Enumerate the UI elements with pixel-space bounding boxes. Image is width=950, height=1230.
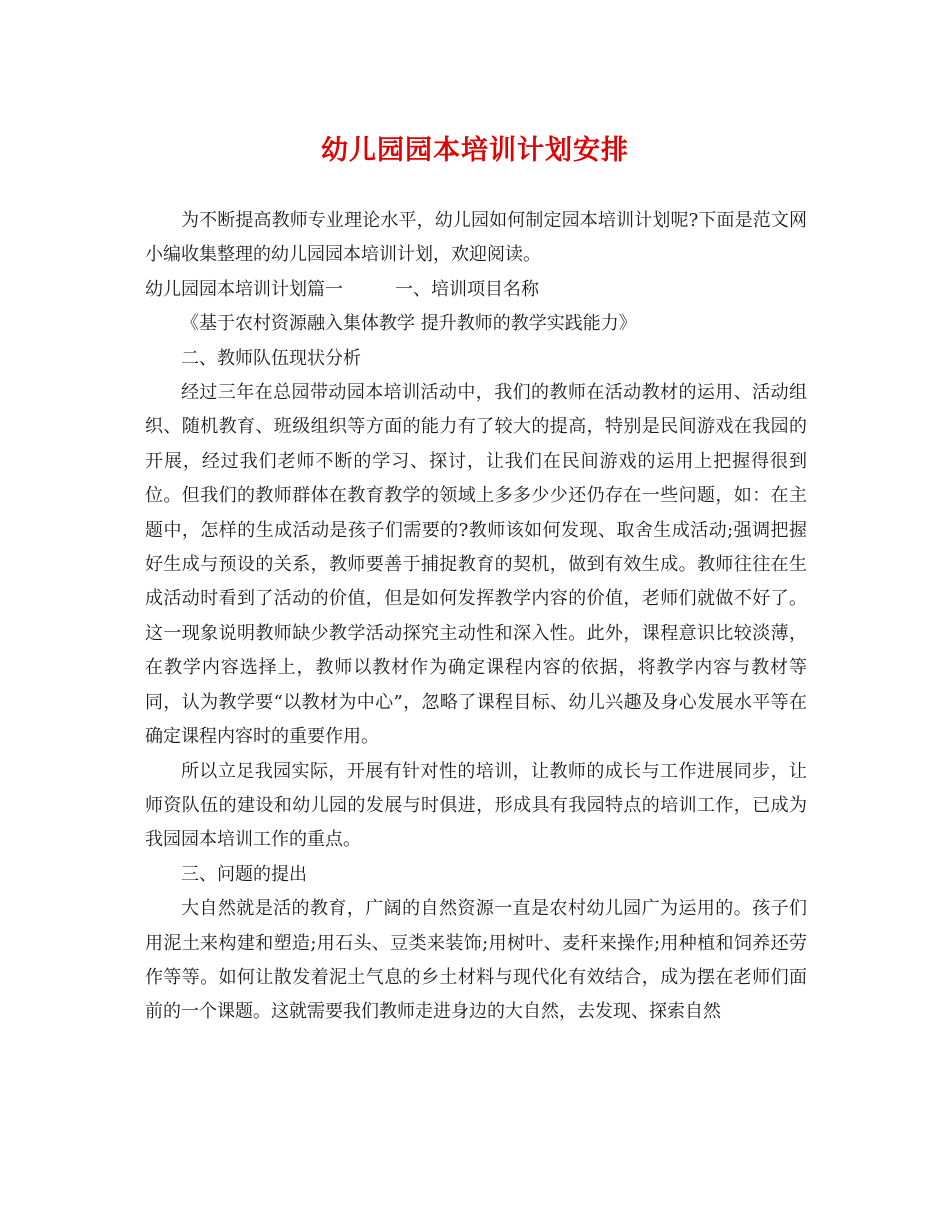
section3-heading: 三、问题的提出	[181, 863, 307, 885]
section2-paragraph-1: 经过三年在总园带动园本培训活动中，我们的教师在活动教材的运用、活动组织、随机教育、班级组织等方面的能力有了较大的提高，特别是民间游戏在我园的开展，经过我们老师不断的学习、探讨，让我们在民间游戏的运用上把握得很到位。但我们的教师群体在教育教学的领域上多多少少还仍存在一些问题，如：在主题中，怎样的生成活动是孩子们需要的?教师该如何发现、取舍生成活动;强调把握好生成与预设的关系，教师要善于捕捉教育的契机，做到有效生成。教师往往在生成活动时看到了活动的价值，但是如何发挥教学内容的价值，老师们就做不好了。这一现象说明教师缺少教学活动探究主动性和深入性。此外，课程意识比较淡薄，在教学内容选择上，教师以教材作为确定课程内容的依据，将教学内容与教材等同，认为教学要“以教材为中心”，忽略了课程目标、幼儿兴趣及身心发展水平等在确定课程内容时的重要作用。	[145, 382, 807, 748]
document-body	[145, 204, 807, 1030]
part-heading-line	[145, 273, 807, 307]
project-name: 《基于农村资源融入集体教学 提升教师的教学实践能力》	[181, 313, 637, 335]
intro-paragraph: 为不断提高教师专业理论水平，幼儿园如何制定园本培训计划呢?下面是范文网小编收集整理的幼儿园园本培训计划，欢迎阅读。	[145, 210, 807, 266]
section2-paragraph-2: 所以立足我园实际，开展有针对性的培训，让教师的成长与工作进展同步，让师资队伍的建设和幼儿园的发展与时俱进，形成具有我园特点的培训工作，已成为我园园本培训工作的重点。	[145, 760, 807, 851]
section2-heading: 二、教师队伍现状分析	[181, 347, 361, 369]
document-title: 幼儿园园本培训计划安排	[321, 135, 629, 166]
section3-paragraph-1: 大自然就是活的教育，广阔的自然资源一直是农村幼儿园广为运用的。孩子们用泥土来构建和塑造;用石头、豆类来装饰;用树叶、麦秆来操作;用种植和饲养还劳作等等。如何让散发着泥土气息的乡土材料与现代化有效结合，成为摆在老师们面前的一个课题。这就需要我们教师走进身边的大自然，去发现、探索自然	[145, 898, 807, 1023]
section1-heading: 一、培训项目名称	[395, 278, 539, 300]
part-heading: 幼儿园园本培训计划篇一	[145, 278, 343, 300]
